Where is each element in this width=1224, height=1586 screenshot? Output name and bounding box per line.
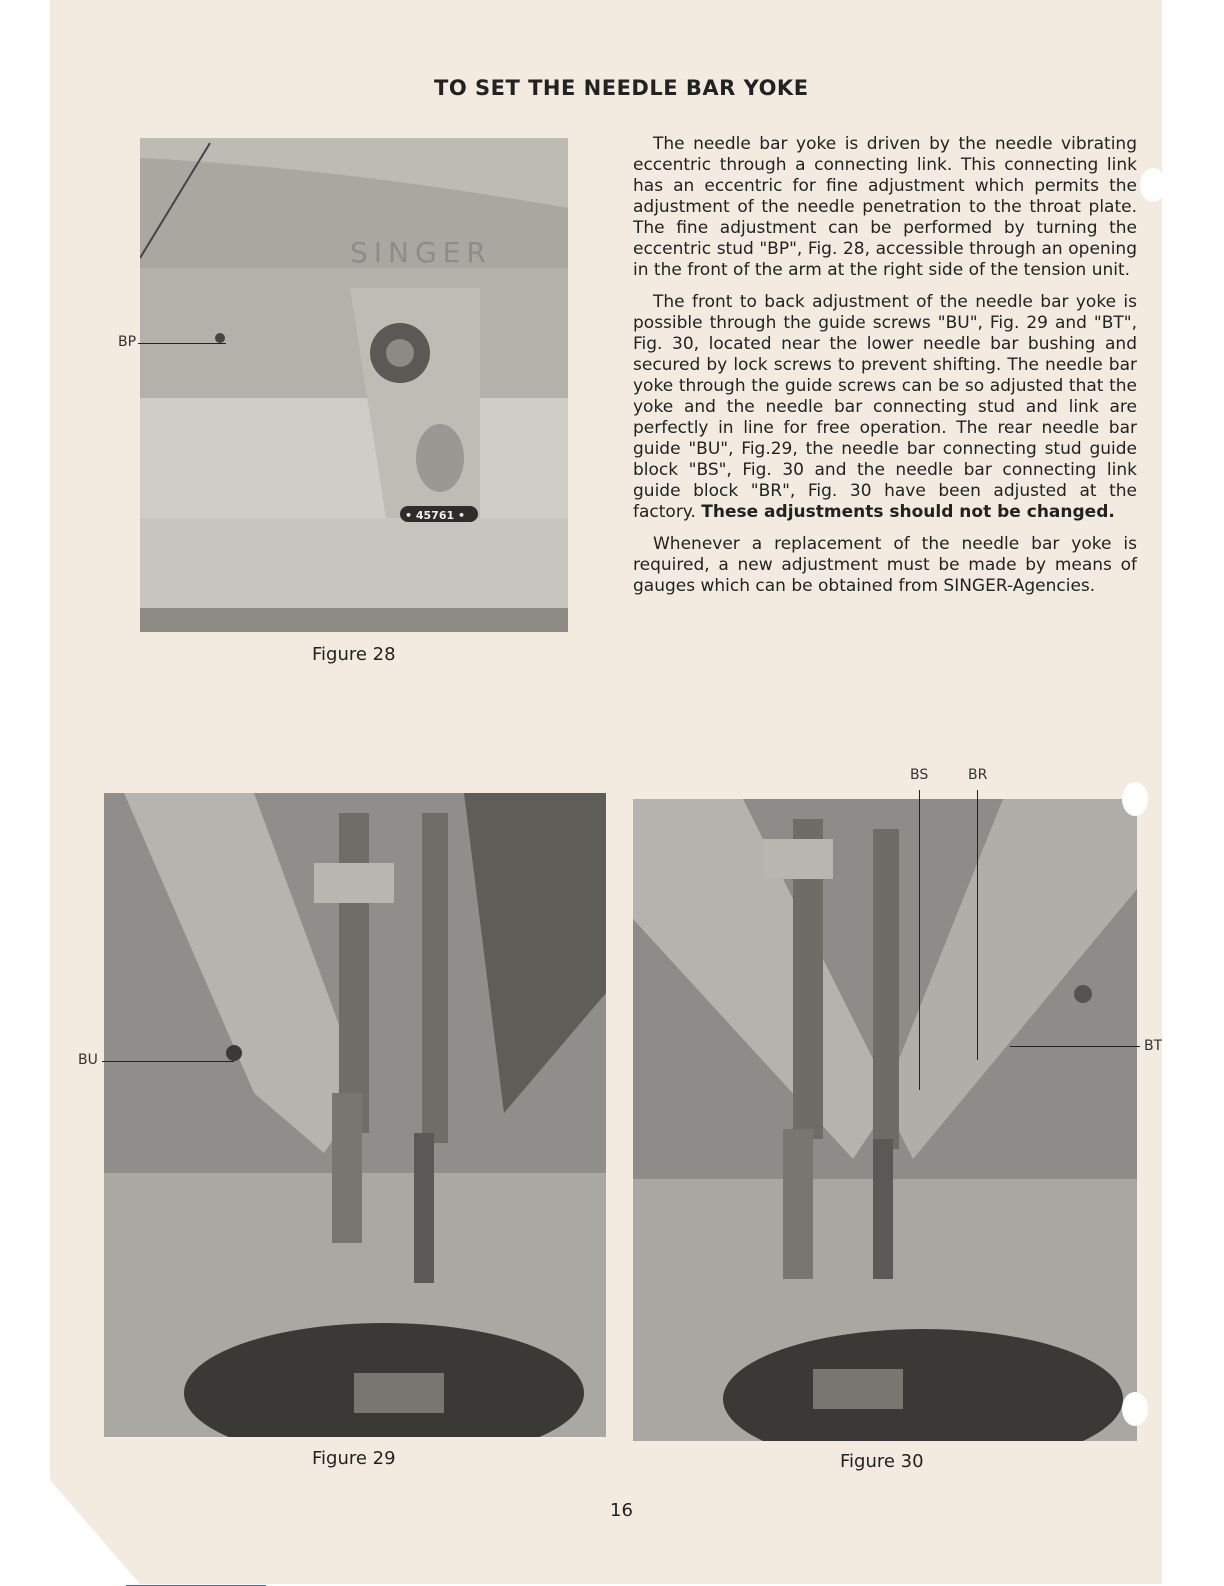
label-bs: BS: [910, 767, 929, 783]
bs-pointer: [919, 790, 920, 1090]
figure-28-photo: [140, 138, 568, 632]
paragraph-1: The needle bar yoke is driven by the needle vibrating eccentric through a connecting link. This connecting link has an eccentric for fine adjustment which permits the adjustment of the needle penetration to the throat plate. The fine adjustment can be performed by turning the eccentric stud "BP", Fig. 28, accessible through an opening in the front of the arm at the right side of the tension unit.: [633, 134, 1137, 280]
body-text: [633, 134, 1137, 608]
label-bt: BT: [1144, 1038, 1162, 1054]
punch-hole-middle: [1122, 782, 1148, 816]
folded-corner: [50, 1480, 140, 1584]
paragraph-2: [633, 292, 1137, 523]
figure-29-caption: Figure 29: [312, 1448, 396, 1469]
singer-brand-text: SINGER: [350, 236, 492, 269]
figure-28-caption: Figure 28: [312, 644, 396, 665]
punch-hole-top: [1140, 168, 1162, 202]
paragraph-2-text: The front to back adjustment of the needle bar yoke is possible through the guide screws "BU", Fig. 29 and "BT", Fig. 30, located near the lower needle bar bushing and secured by lock screws to prevent shifting. The needle bar yoke through the guide screws can be so adjusted that the yoke and the needle bar connecting stud and link are perfectly in line for free operation. The rear needle bar guide "BU", Fig.29, the needle bar connecting stud guide block "BS", Fig. 30 and the needle bar connecting link guide block "BR", Fig. 30 have been adjusted at the factory.: [633, 292, 1137, 522]
figure-29-photo: [104, 793, 606, 1437]
serial-plate: • 45761 •: [405, 509, 465, 522]
punch-hole-bottom: [1122, 1392, 1148, 1426]
figure-30-photo: [633, 799, 1137, 1441]
bt-pointer: [1010, 1046, 1140, 1047]
bu-pointer: [102, 1061, 234, 1062]
label-bp: BP: [118, 334, 137, 350]
page-number: 16: [610, 1500, 633, 1521]
label-bu: BU: [78, 1052, 98, 1068]
paragraph-3: Whenever a replacement of the needle bar yoke is required, a new adjustment must be made by means of gauges which can be obtained from SINGER-Agencies.: [633, 534, 1137, 596]
bp-pointer: [138, 343, 226, 344]
figure-30-caption: Figure 30: [840, 1451, 924, 1472]
emphasis-note: These adjustments should not be changed.: [701, 502, 1115, 522]
page-title: TO SET THE NEEDLE BAR YOKE: [434, 76, 809, 100]
br-pointer: [977, 790, 978, 1060]
label-br: BR: [968, 767, 988, 783]
manual-page: [50, 0, 1162, 1584]
